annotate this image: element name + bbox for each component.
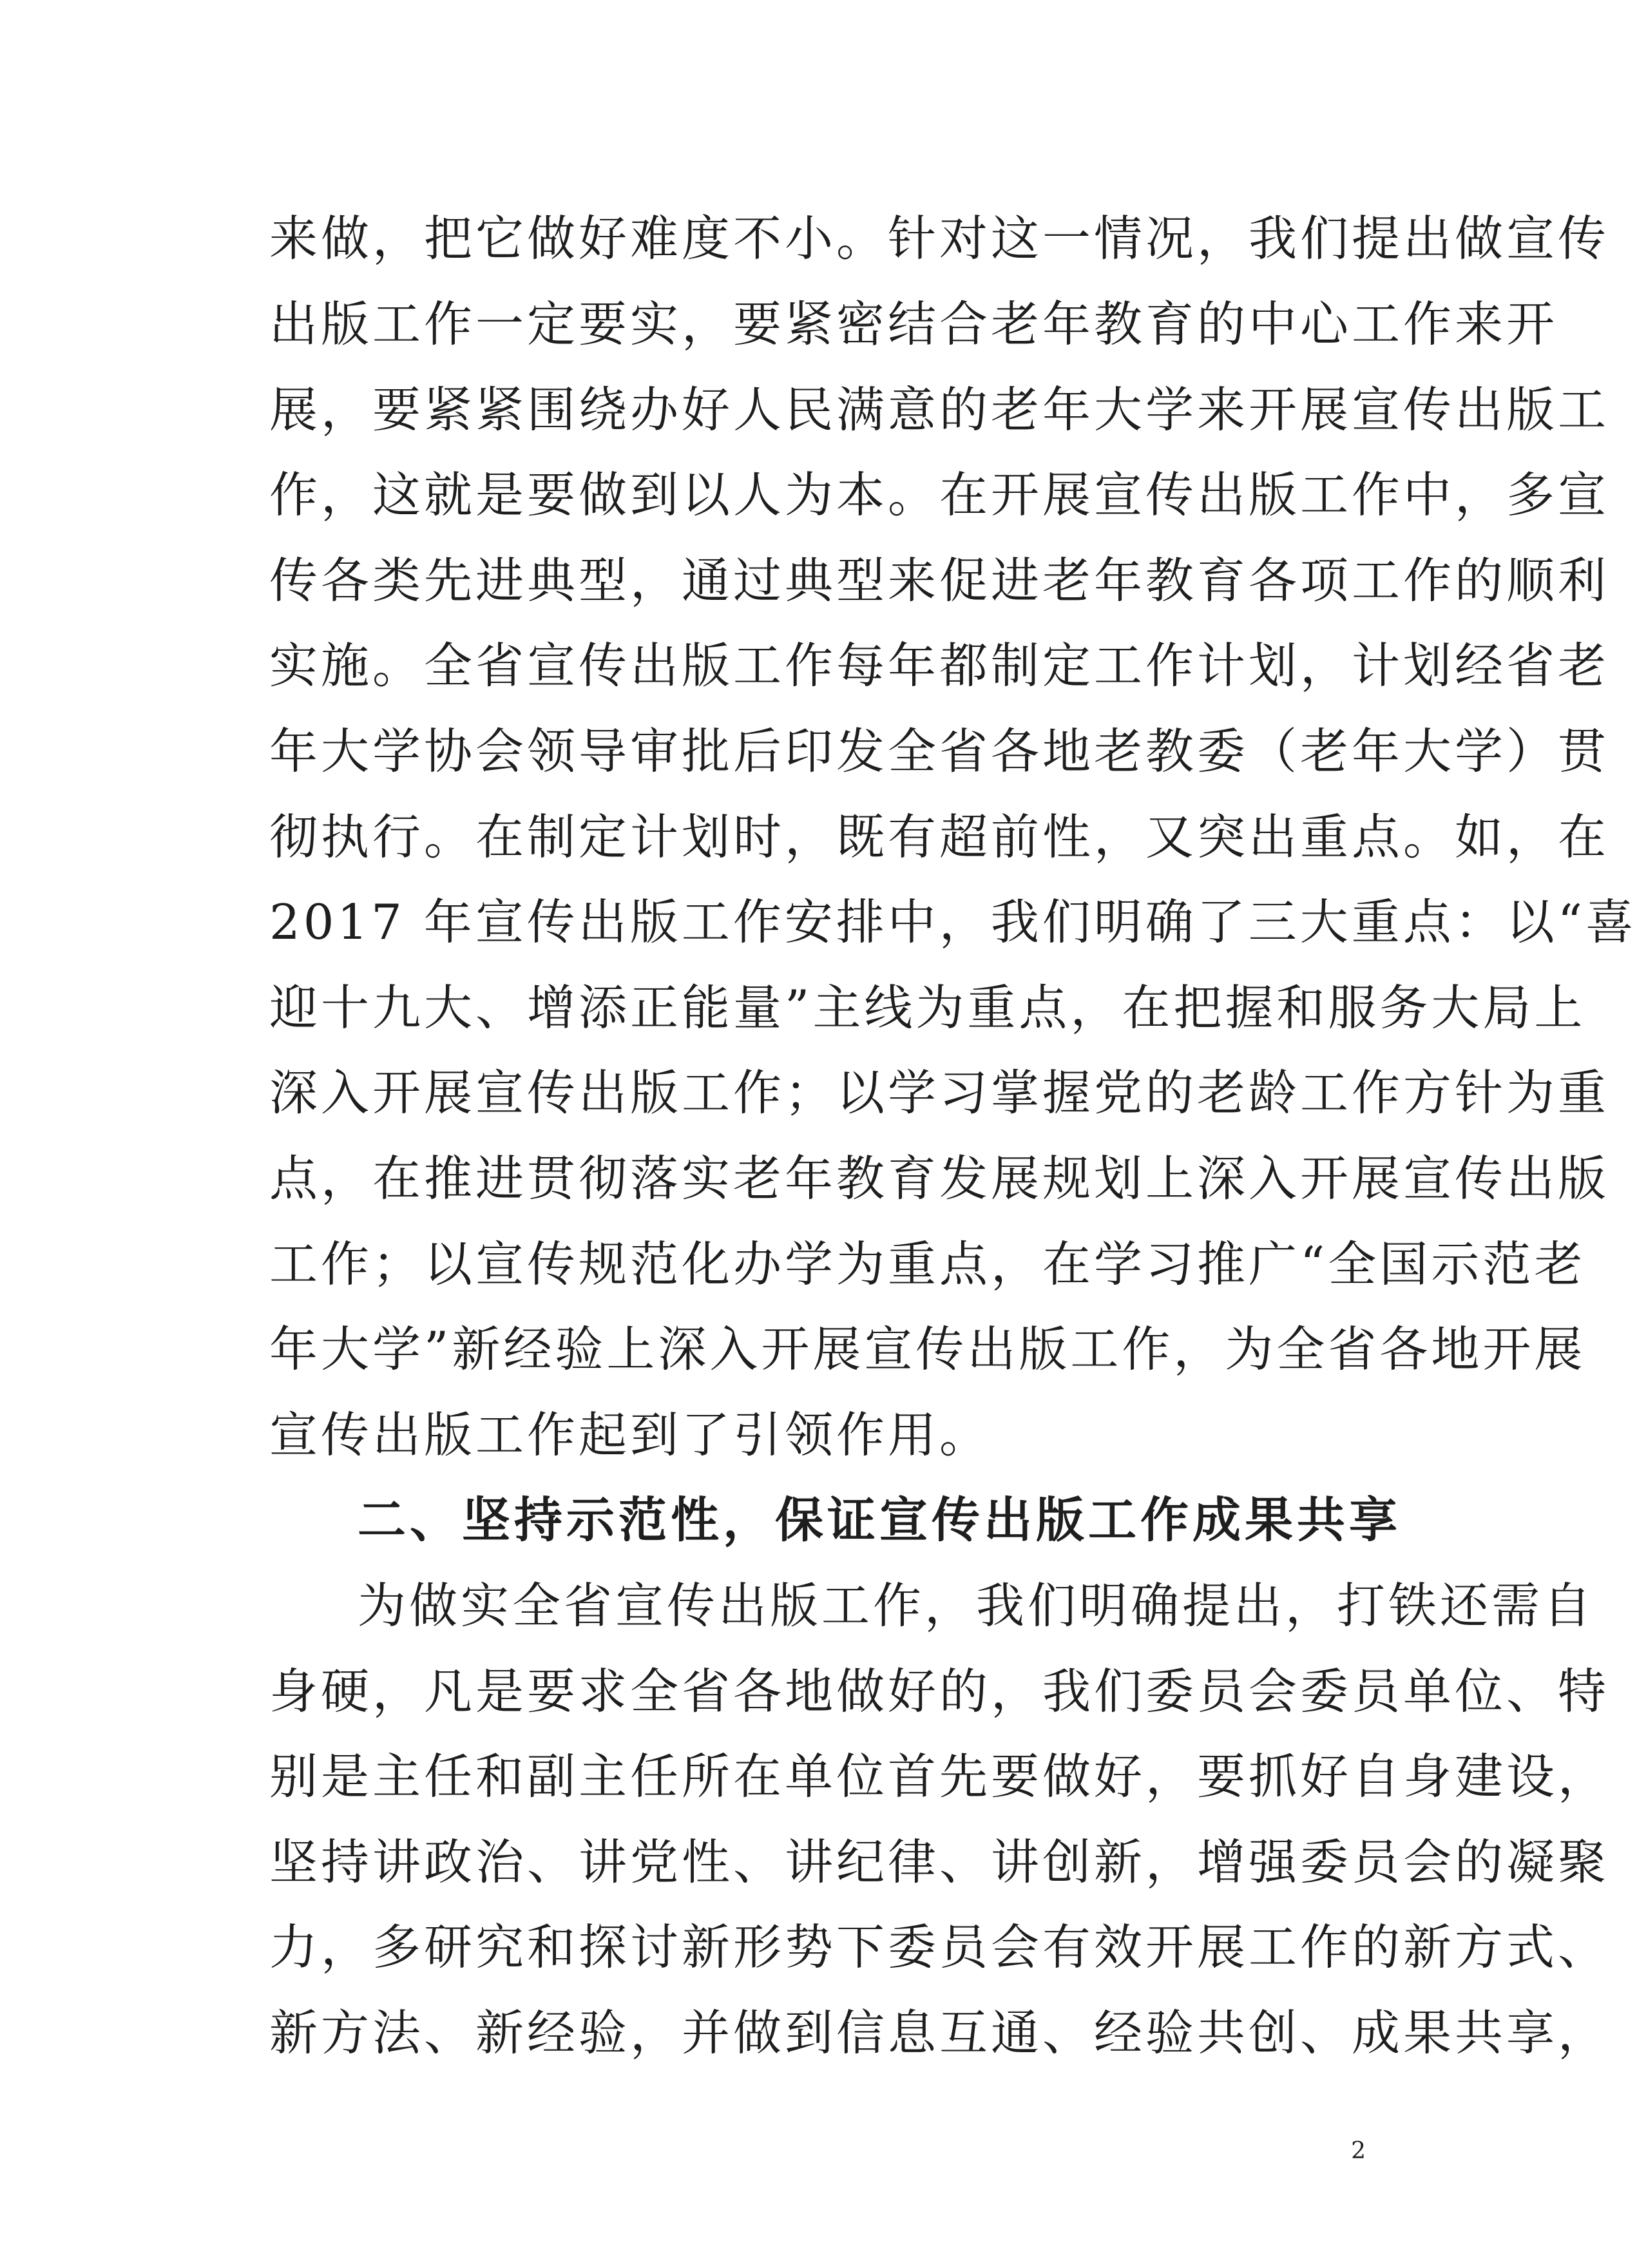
text-line: 新方法、新经验，并做到信息互通、经验共创、成果共享，: [269, 2004, 1610, 2061]
text-line: 彻执行。在制定计划时，既有超前性，又突出重点。如，在: [269, 809, 1610, 865]
text-line: 为做实全省宣传出版工作，我们明确提出，打铁还需自: [358, 1577, 1595, 1634]
text-line: 坚持讲政治、讲党性、讲纪律、讲创新，增强委员会的凝聚: [269, 1834, 1610, 1890]
text-line: 实施。全省宣传出版工作每年都制定工作计划，计划经省老: [269, 637, 1610, 694]
text-line: 工作；以宣传规范化办学为重点，在学习推广“全国示范老: [269, 1236, 1586, 1293]
text-line: 别是主任和副主任所在单位首先要做好，要抓好自身建设，: [269, 1748, 1610, 1805]
text-line: 身硬，凡是要求全省各地做好的，我们委员会委员单位、特: [269, 1663, 1610, 1720]
text-line: 出版工作一定要实，要紧密结合老年教育的中心工作来开: [269, 296, 1558, 352]
text-line: 宣传出版工作起到了引领作用。: [269, 1407, 991, 1463]
text-line: 展，要紧紧围绕办好人民满意的老年大学来开展宣传出版工: [269, 381, 1610, 438]
text-line: 点，在推进贯彻落实老年教育发展规划上深入开展宣传出版: [269, 1150, 1610, 1207]
text-line: 年大学协会领导审批后印发全省各地老教委（老年大学）贯: [269, 723, 1610, 780]
section-heading: 二、坚持示范性，保证宣传出版工作成果共享: [358, 1492, 1402, 1548]
text-line: 2017 年宣传出版工作安排中，我们明确了三大重点：以“喜: [269, 894, 1637, 950]
text-line: 年大学”新经验上深入开展宣传出版工作，为全省各地开展: [269, 1321, 1586, 1378]
page-number: 2: [1351, 2138, 1366, 2164]
text-line: 作，这就是要做到以人为本。在开展宣传出版工作中，多宣: [269, 466, 1610, 523]
text-line: 传各类先进典型，通过典型来促进老年教育各项工作的顺利: [269, 552, 1610, 609]
text-line: 来做，把它做好难度不小。针对这一情况，我们提出做宣传: [269, 210, 1610, 267]
text-line: 迎十九大、增添正能量”主线为重点，在把握和服务大局上: [269, 979, 1586, 1036]
text-line: 力，多研究和探讨新形势下委员会有效开展工作的新方式、: [269, 1919, 1610, 1975]
text-line: 深入开展宣传出版工作；以学习掌握党的老龄工作方针为重: [269, 1064, 1610, 1121]
